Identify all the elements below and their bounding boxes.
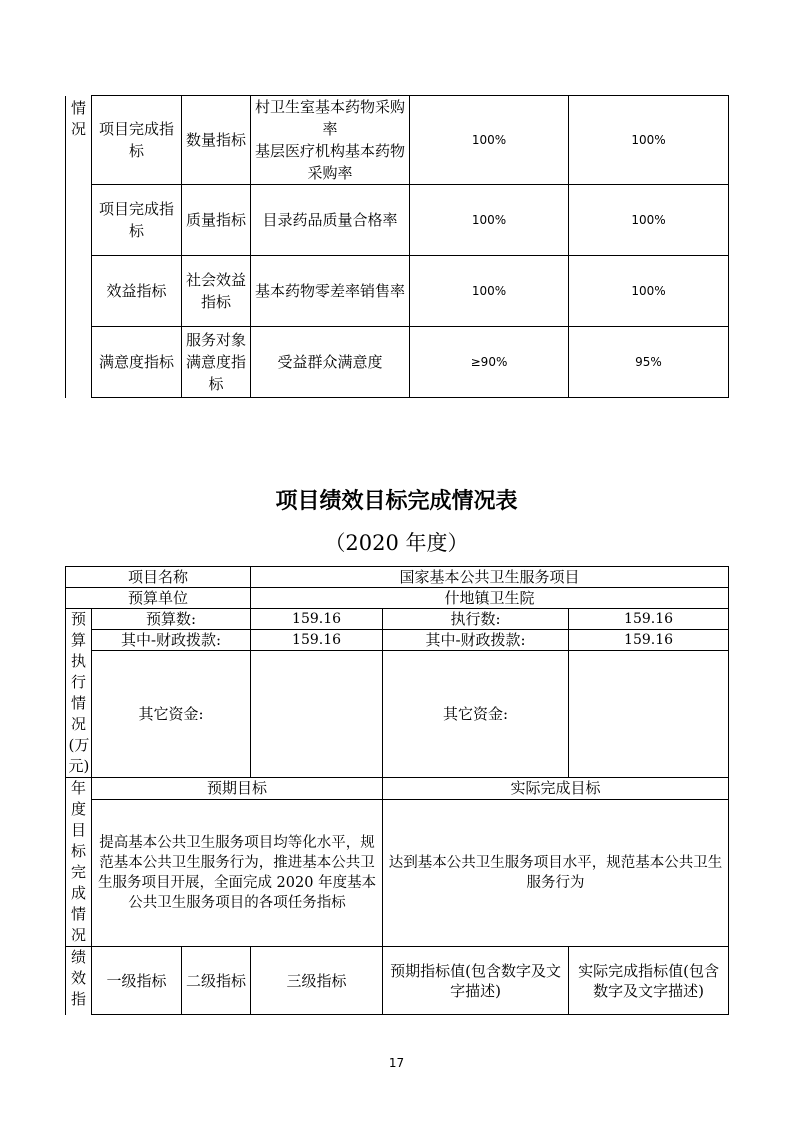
other-funds-value bbox=[251, 651, 383, 778]
level1-cell: 满意度指标 bbox=[92, 327, 182, 398]
col-level2: 二级指标 bbox=[182, 947, 251, 1015]
perf-side-label bbox=[66, 947, 92, 1015]
expected-goal-text: 提高基本公共卫生服务项目均等化水平，规范基本公共卫生服务行为，推进基本公共卫生服务项目开展，全面完成 2020 年度基本公共卫生服务项目的各项任务指标 bbox=[92, 799, 383, 946]
budget-label: 预算数: bbox=[92, 609, 251, 630]
target-value: 100% bbox=[410, 96, 569, 185]
exec-value: 159.16 bbox=[569, 609, 729, 630]
annual-side-label bbox=[66, 778, 92, 947]
other-funds-exec-value bbox=[569, 651, 729, 778]
page-title: 项目绩效目标完成情况表 bbox=[275, 489, 518, 514]
budget-side-label bbox=[66, 609, 92, 778]
level2-cell: 社会效益指标 bbox=[182, 256, 251, 327]
col-actual: 实际完成指标值(包含数字及文字描述) bbox=[569, 947, 729, 1015]
actual-goal-text: 达到基本公共卫生服务项目水平，规范基本公共卫生服务行为 bbox=[383, 799, 729, 946]
annual-side-text: 年度目标完成情况 bbox=[70, 779, 86, 944]
col-expected: 预期指标值(包含数字及文字描述) bbox=[383, 947, 569, 1015]
level1-cell: 项目完成指标 bbox=[92, 185, 182, 256]
project-name-value: 国家基本公共卫生服务项目 bbox=[251, 567, 729, 588]
target-value: 100% bbox=[410, 256, 569, 327]
level2-cell: 质量指标 bbox=[182, 185, 251, 256]
actual-goal-header: 实际完成目标 bbox=[383, 778, 729, 800]
page-number: 17 bbox=[388, 1056, 405, 1070]
target-value: 100% bbox=[410, 185, 569, 256]
perf-side-text: 绩效指 bbox=[70, 948, 86, 1008]
budget-side-text: 预算执行情况(万元) bbox=[68, 610, 90, 775]
fiscal-value: 159.16 bbox=[251, 630, 383, 651]
other-funds-label: 其它资金: bbox=[92, 651, 251, 778]
fiscal-exec-label: 其中-财政拨款: bbox=[383, 630, 569, 651]
actual-value: 100% bbox=[569, 185, 729, 256]
target-value: ≥90% bbox=[410, 327, 569, 398]
budget-unit-value: 什地镇卫生院 bbox=[251, 588, 729, 609]
level3-cell: 受益群众满意度 bbox=[251, 327, 410, 398]
budget-value: 159.16 bbox=[251, 609, 383, 630]
side-label-situation bbox=[66, 96, 92, 398]
budget-unit-label: 预算单位 bbox=[66, 588, 251, 609]
actual-value: 100% bbox=[569, 256, 729, 327]
level2-cell: 服务对象满意度指标 bbox=[182, 327, 251, 398]
performance-table bbox=[65, 566, 729, 1015]
level3-cell: 基本药物零差率销售率 bbox=[251, 256, 410, 327]
fiscal-exec-value: 159.16 bbox=[569, 630, 729, 651]
expected-goal-header: 预期目标 bbox=[92, 778, 383, 800]
other-funds-exec-label: 其它资金: bbox=[383, 651, 569, 778]
year-subtitle: （2020 年度） bbox=[324, 531, 469, 555]
level2-cell: 数量指标 bbox=[182, 96, 251, 185]
level3-cell: 村卫生室基本药物采购率 基层医疗机构基本药物采购率 bbox=[251, 96, 410, 185]
level1-cell: 效益指标 bbox=[92, 256, 182, 327]
project-name-label: 项目名称 bbox=[66, 567, 251, 588]
actual-value: 100% bbox=[569, 96, 729, 185]
exec-label: 执行数: bbox=[383, 609, 569, 630]
fiscal-label: 其中-财政拨款: bbox=[92, 630, 251, 651]
level1-cell: 项目完成指标 bbox=[92, 96, 182, 185]
level3-cell: 目录药品质量合格率 bbox=[251, 185, 410, 256]
side-text: 情况 bbox=[70, 98, 86, 138]
actual-value: 95% bbox=[569, 327, 729, 398]
indicator-table-continued bbox=[65, 95, 729, 398]
col-level3: 三级指标 bbox=[251, 947, 383, 1015]
col-level1: 一级指标 bbox=[92, 947, 182, 1015]
